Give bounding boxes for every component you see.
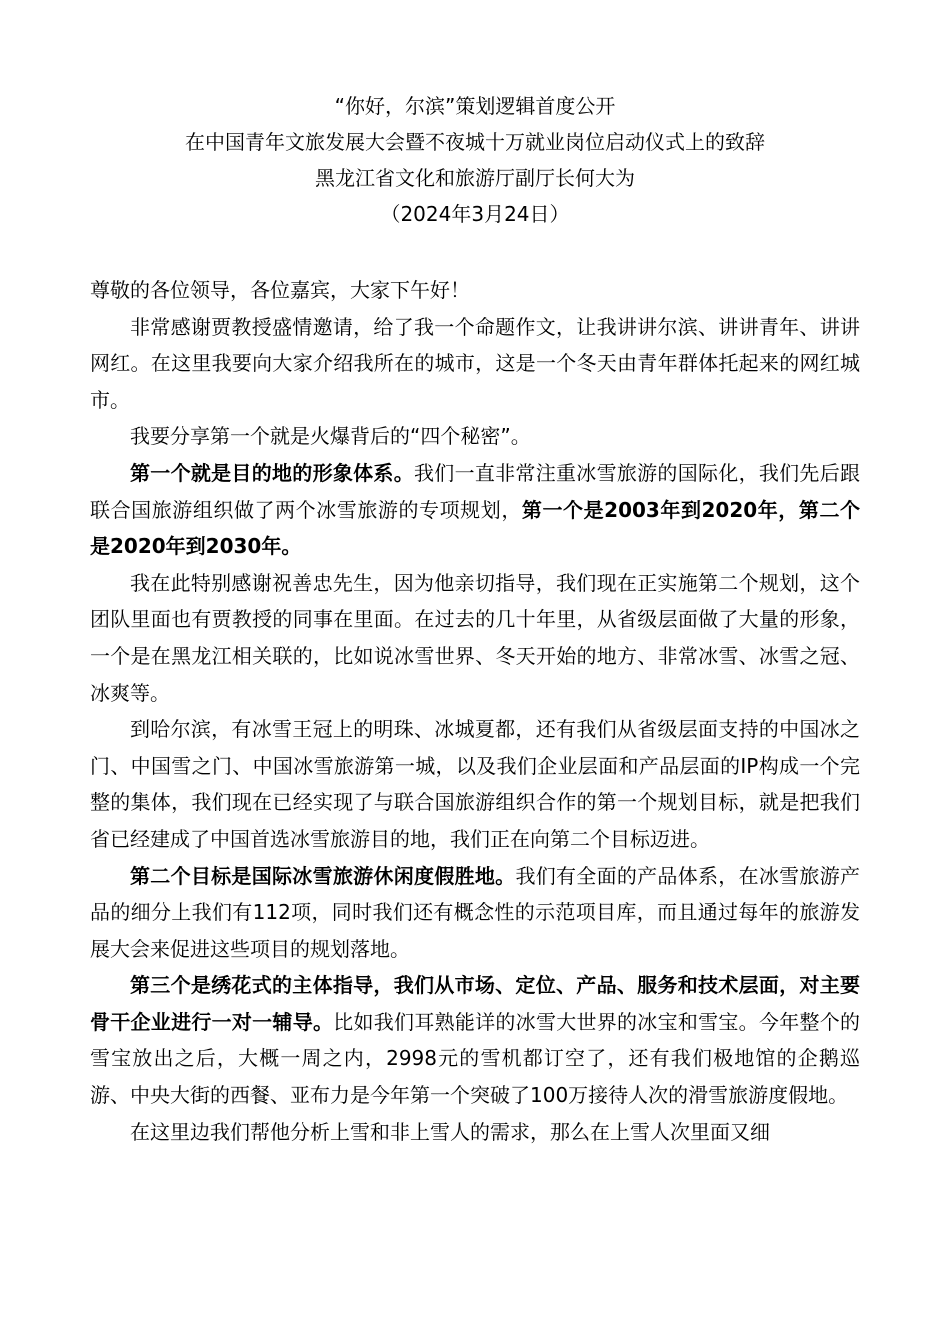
paragraph: 我在此特别感谢祝善忠先生，因为他亲切指导，我们现在正实施第二个规划，这个团队里面也有贾教授的同事在里面。在过去的几十年里，从省级层面做了大量的形象，一个是在黑龙江相关联的，比如说冰雪世界、冬天开始的地方、非常冰雪、冰雪之冠、冰爽等。 — [90, 570, 860, 705]
paragraph-text: 我们一直非常注重冰雪旅游的国际化，我们先后跟联合国旅游组织做了两个冰雪旅游的专项规划， — [90, 460, 860, 522]
paragraph — [90, 455, 860, 565]
paragraph: 我要分享第一个就是火爆背后的“四个秘密”。 — [130, 424, 531, 449]
paragraph-text: 我们有全面的产品体系，在冰雪旅游产品的细分上我们有112项，同时我们还有概念性的示范项目库，而且通过每年的旅游发展大会来促进这些项目的规划落地。 — [90, 863, 861, 961]
date-line: （2024年3月24日） — [380, 202, 570, 226]
paragraph: 在这里边我们帮他分析上雪和非上雪人的需求，那么在上雪人次里面又细 — [130, 1119, 770, 1144]
bold-phrase: 第二个目标是国际冰雪旅游休闲度假胜地。 — [130, 863, 516, 888]
document-header — [90, 88, 860, 232]
paragraph: 非常感谢贾教授盛情邀请，给了我一个命题作文，让我讲讲尔滨、讲讲青年、讲讲网红。在这里我要向大家介绍我所在的城市，这是一个冬天由青年群体托起来的网红城市。 — [90, 314, 860, 412]
paragraph-text: 比如我们耳熟能详的冰雪大世界的冰宝和雪宝。今年整个的雪宝放出之后，大概一周之内，2998元的雪机都订空了，还有我们极地馆的企鹅巡游、中央大街的西餐、亚布力是今年第一个突破了100万接待人次的滑雪旅游度假地。 — [90, 1009, 861, 1108]
paragraph — [90, 858, 860, 968]
bold-phrase: 第三个是绣花式的主体指导，我们从市场、定位、产品、服务和技术层面，对主要骨干企业进行一对一辅导。 — [90, 973, 860, 1034]
document-body — [90, 272, 860, 1150]
bold-phrase: 第一个是2003年到2020年，第二个是2020年到2030年。 — [90, 497, 861, 559]
bold-phrase: 第一个就是目的地的形象体系。 — [130, 460, 414, 485]
speaker-line: 黑龙江省文化和旅游厅副厅长何大为 — [315, 166, 635, 190]
document-title: “你好，尔滨”策划逻辑首度公开 — [334, 94, 616, 118]
paragraph: 到哈尔滨，有冰雪王冠上的明珠、冰城夏都，还有我们从省级层面支持的中国冰之门、中国雪之门、中国冰雪旅游第一城，以及我们企业层面和产品层面的IP构成一个完整的集体，我们现在已经实现了与联合国旅游组织合作的第一个规划目标，就是把我们省已经建成了中国首选冰雪旅游目的地，我们正在向第二个目标迈进。 — [90, 717, 860, 851]
paragraph — [90, 967, 860, 1113]
document-page — [90, 88, 860, 1150]
paragraph-greeting: 尊敬的各位领导，各位嘉宾，大家下午好！ — [90, 278, 470, 302]
document-subtitle: 在中国青年文旅发展大会暨不夜城十万就业岗位启动仪式上的致辞 — [185, 130, 765, 154]
